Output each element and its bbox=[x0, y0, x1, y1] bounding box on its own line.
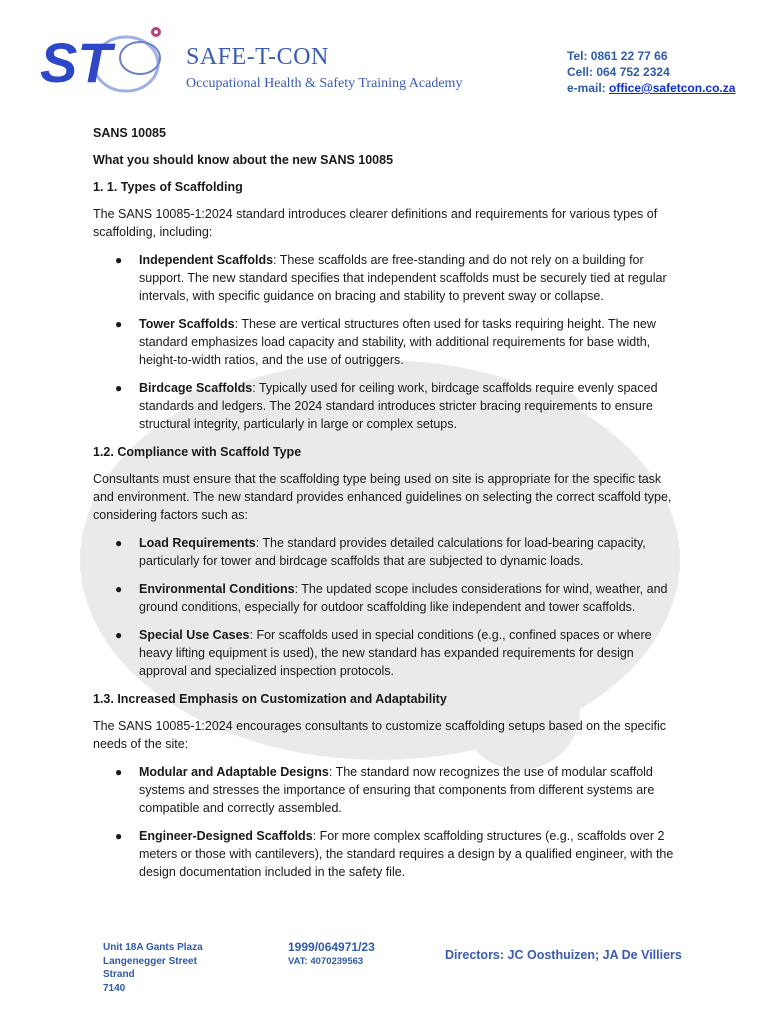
item-term: Modular and Adaptable Designs bbox=[139, 765, 329, 779]
address-line: 7140 bbox=[103, 982, 126, 994]
bullet-icon: ● bbox=[115, 582, 123, 596]
bullet-icon: ● bbox=[115, 628, 123, 642]
list-item bbox=[93, 763, 683, 817]
list-item bbox=[93, 534, 683, 570]
list-item bbox=[93, 580, 683, 616]
section-1-heading: 1. 1. Types of Scaffolding bbox=[93, 180, 243, 194]
stc-logo-icon bbox=[40, 24, 180, 94]
bullet-icon: ● bbox=[115, 829, 123, 843]
item-term: Engineer-Designed Scaffolds bbox=[139, 829, 313, 843]
footer-directors: Directors: JC Oosthuizen; JA De Villiers bbox=[445, 948, 682, 962]
email-row bbox=[567, 80, 735, 96]
company-name: SAFE-T-CON bbox=[186, 44, 329, 70]
registration-number: 1999/064971/23 bbox=[288, 940, 375, 954]
document-body bbox=[93, 124, 683, 891]
list-item bbox=[93, 626, 683, 680]
footer-address bbox=[103, 941, 203, 995]
list-item bbox=[93, 827, 683, 881]
item-text: : These scaffolds are free-standing and do not rely on a building for support. The new standard specifies that independent scaffolds must be securely tied at regular intervals, with specific guidance on bracing and stability to prevent sway or collapse. bbox=[139, 253, 667, 303]
item-term: Birdcage Scaffolds bbox=[139, 381, 253, 395]
address-line: Langenegger Street bbox=[103, 955, 197, 967]
email-link[interactable]: office@safetcon.co.za bbox=[609, 81, 736, 95]
section-3-intro: The SANS 10085-1:2024 encourages consultants to customize scaffolding setups based on the specific needs of the site: bbox=[93, 719, 667, 751]
item-term: Special Use Cases bbox=[139, 628, 250, 642]
tel: Tel: 0861 22 77 66 bbox=[567, 49, 668, 63]
bullet-icon: ● bbox=[115, 381, 123, 395]
company-tagline: Occupational Health & Safety Training Academy bbox=[186, 76, 463, 91]
section-2-list bbox=[93, 534, 683, 680]
bullet-icon: ● bbox=[115, 253, 123, 267]
item-text: : The standard provides detailed calculations for load-bearing capacity, particularly for tower and birdcage scaffolds that are subjected to dynamic loads. bbox=[139, 536, 646, 568]
bullet-icon: ● bbox=[115, 765, 123, 779]
item-text: : These are vertical structures often used for tasks requiring height. The new standard emphasizes load capacity and stability, with additional requirements for base width, height-to-width ratios, and the use of outriggers. bbox=[139, 317, 656, 367]
section-1-list bbox=[93, 251, 683, 433]
list-item bbox=[93, 251, 683, 305]
cell: Cell: 064 752 2324 bbox=[567, 65, 670, 79]
footer-registration bbox=[288, 940, 375, 969]
address-line: Unit 18A Gants Plaza bbox=[103, 942, 203, 953]
svg-text:ST: ST bbox=[40, 31, 112, 94]
address-line: Strand bbox=[103, 969, 135, 980]
doc-subtitle: What you should know about the new SANS 10085 bbox=[93, 153, 394, 167]
section-2-heading: 1.2. Compliance with Scaffold Type bbox=[93, 445, 302, 459]
item-text: : The standard now recognizes the use of modular scaffold systems and stresses the importance of ensuring that components from different systems are compatible and correctly assembled. bbox=[139, 765, 655, 815]
bullet-icon: ● bbox=[115, 317, 123, 331]
item-term: Load Requirements bbox=[139, 536, 256, 550]
bullet-icon: ● bbox=[115, 536, 123, 550]
item-text: : For scaffolds used in special conditions (e.g., confined spaces or where heavy lifting equipment is used), the new standard has expanded requirements for design approval and specialized inspection protocols. bbox=[139, 628, 652, 678]
email-label: e-mail: bbox=[567, 81, 610, 95]
section-1-intro: The SANS 10085-1:2024 standard introduces clearer definitions and requirements for various types of scaffolding, including: bbox=[93, 207, 658, 239]
item-text: : The updated scope includes considerations for wind, weather, and ground conditions, especially for outdoor scaffolding like independent and tower scaffolds. bbox=[139, 582, 668, 614]
doc-title: SANS 10085 bbox=[93, 126, 166, 140]
contact-block bbox=[567, 48, 735, 96]
section-3-list bbox=[93, 763, 683, 881]
item-term: Independent Scaffolds bbox=[139, 253, 274, 267]
item-text: : Typically used for ceiling work, birdcage scaffolds require evenly spaced standards and ledgers. The 2024 standard introduces stricter bracing requirements to ensure structural integrity, particularly in large or complex setups. bbox=[139, 381, 658, 431]
item-term: Tower Scaffolds bbox=[139, 317, 235, 331]
list-item bbox=[93, 379, 683, 433]
item-term: Environmental Conditions bbox=[139, 582, 295, 596]
list-item bbox=[93, 315, 683, 369]
vat-number: VAT: 4070239563 bbox=[288, 956, 364, 967]
section-3-heading: 1.3. Increased Emphasis on Customization and Adaptability bbox=[93, 692, 447, 706]
item-text: : For more complex scaffolding structures (e.g., scaffolds over 2 meters or those with cantilevers), the standard requires a design by a qualified engineer, with the design documentation included in the safety file. bbox=[139, 829, 674, 879]
section-2-intro: Consultants must ensure that the scaffolding type being used on site is appropriate for the specific task and environment. The new standard provides enhanced guidelines on selecting the correct scaffold type, considering factors such as: bbox=[93, 472, 672, 522]
